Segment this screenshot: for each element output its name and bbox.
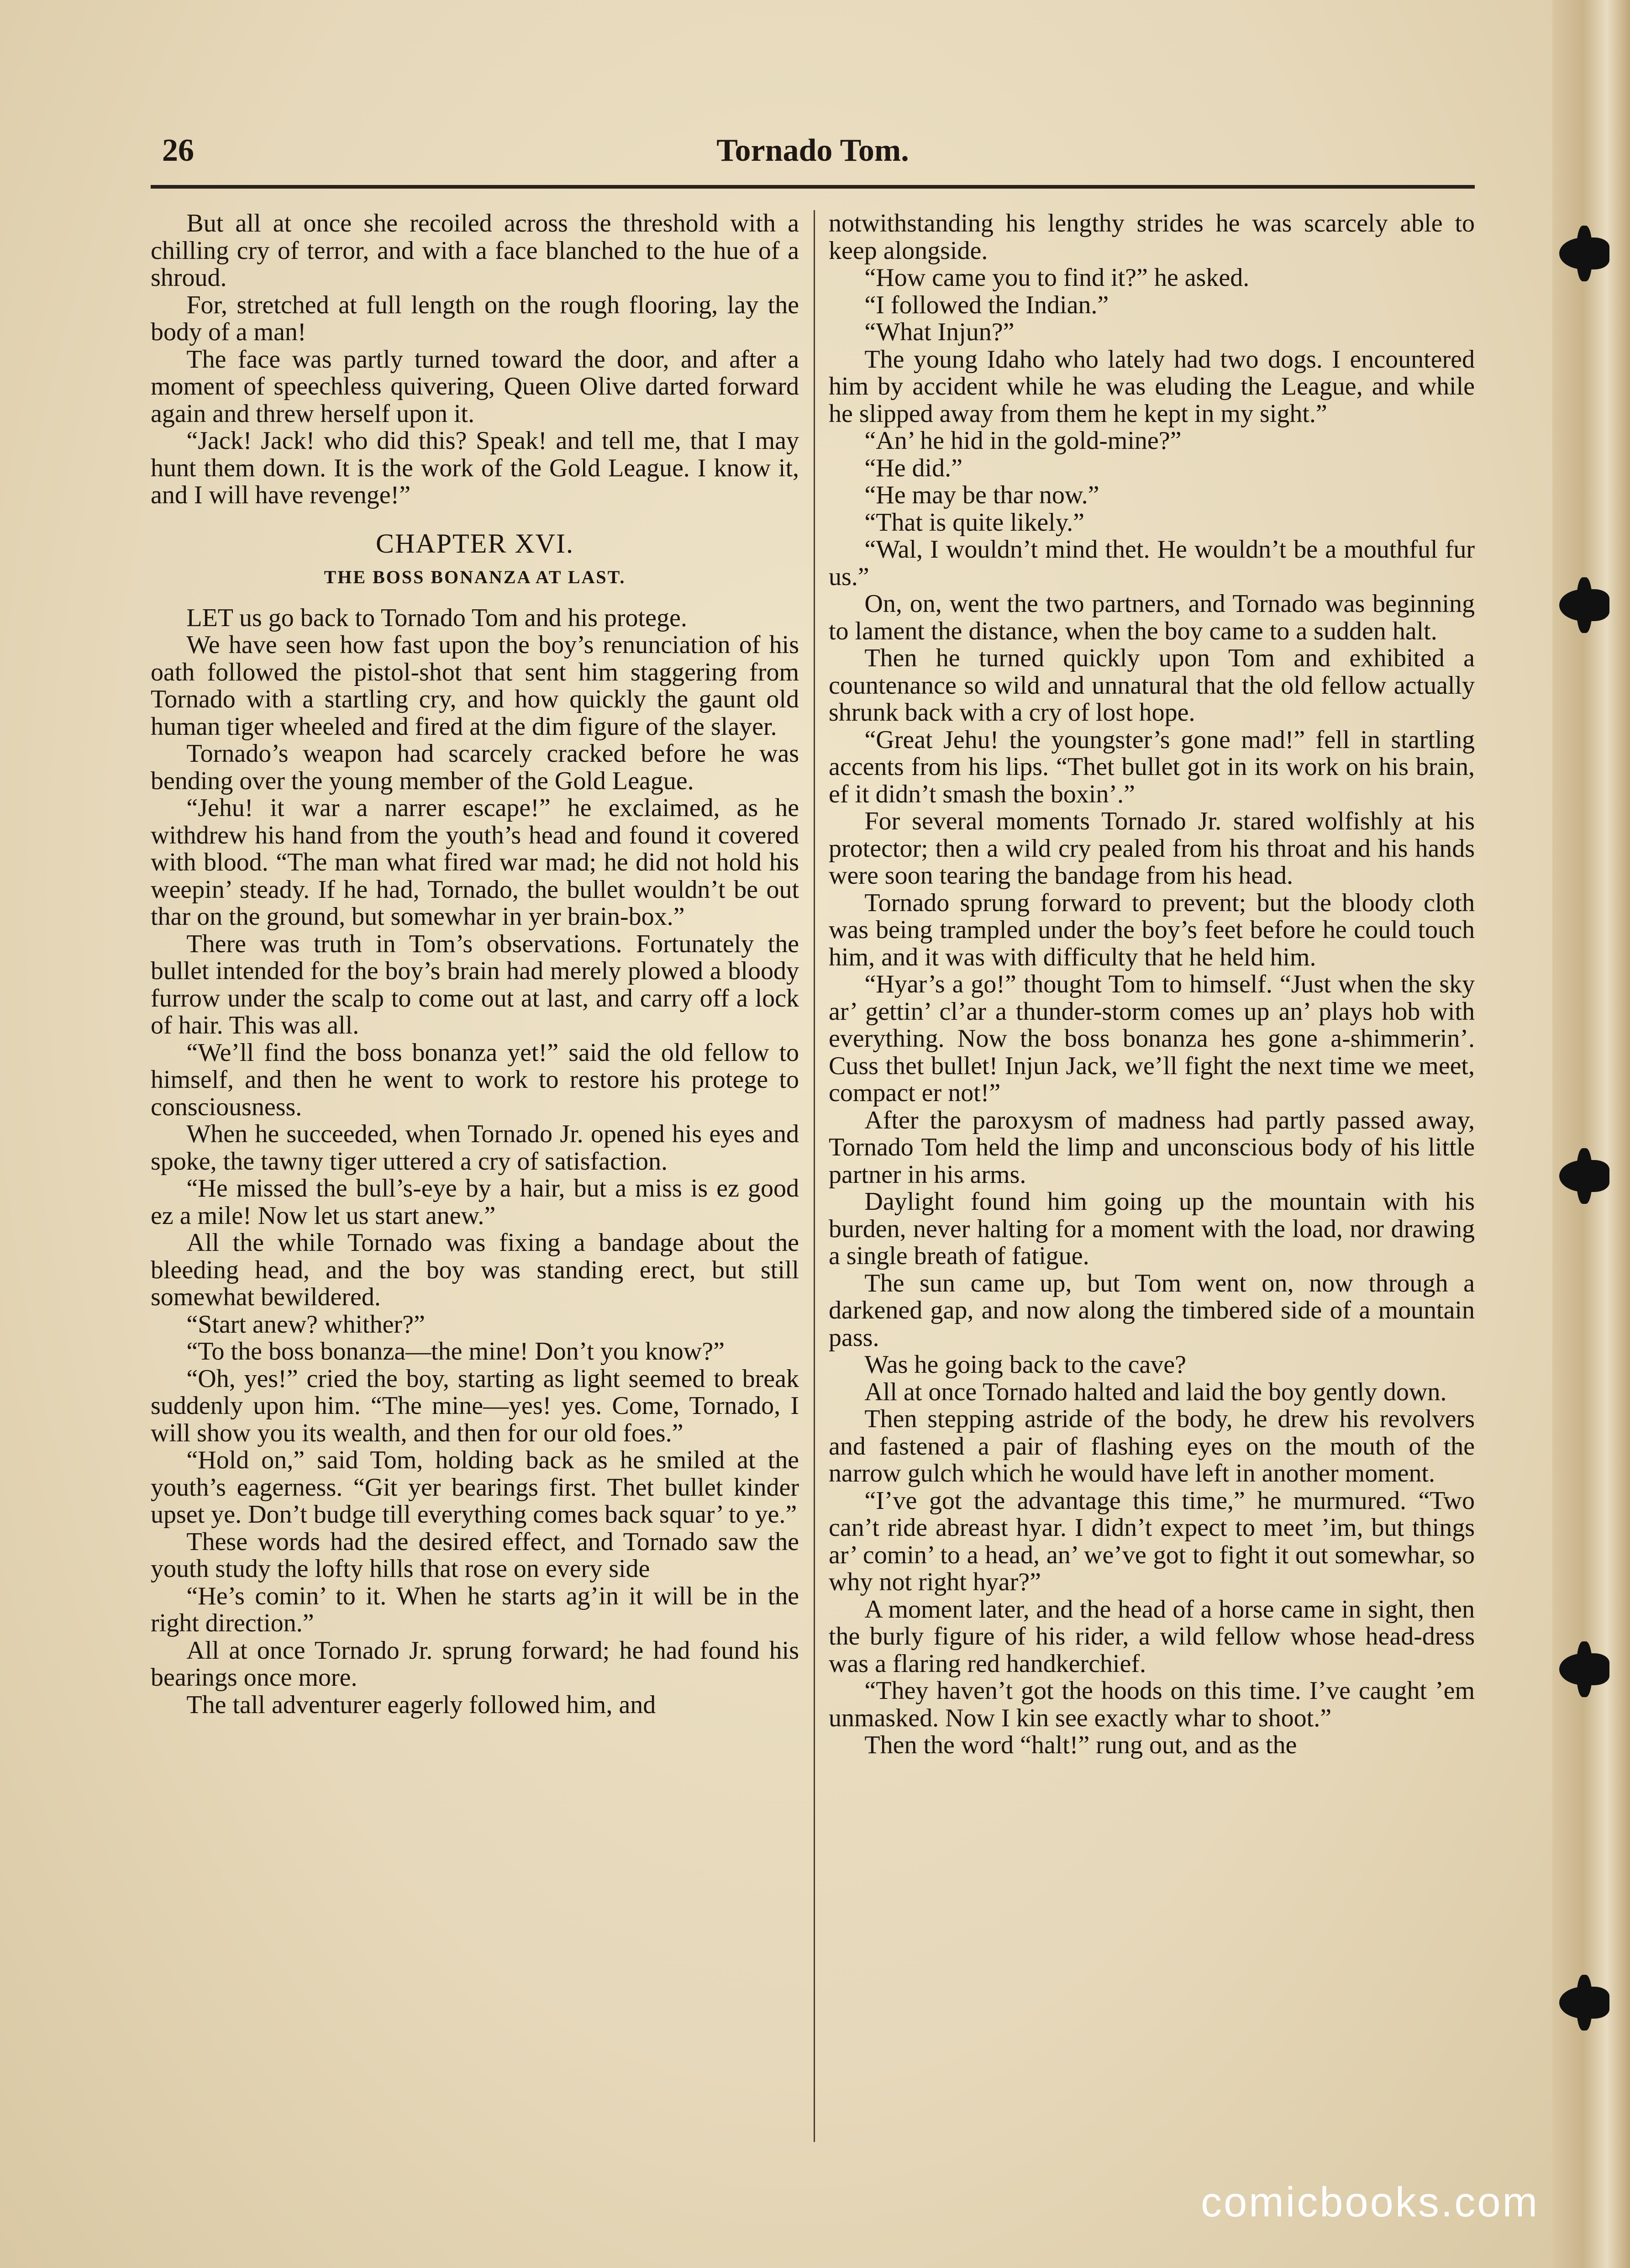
paragraph: Then he turned quickly upon Tom and exhibited a countenance so wild and unnatural that the old fellow actually shrunk back with a cry of lost hope. — [829, 644, 1475, 727]
paragraph: Was he going back to the cave? — [864, 1350, 1186, 1379]
paragraph: “He missed the bull’s-eye by a hair, but a miss is ez good ez a mile! Now let us start anew.” — [151, 1174, 799, 1230]
paragraph: The tall adventurer eagerly followed him, and — [186, 1690, 656, 1719]
paragraph: “Great Jehu! the youngster’s gone mad!” fell in startling accents from his lips. “Thet bullet got in its work on his brain, ef it didn’t smash the boxin’.” — [829, 725, 1475, 808]
paragraph: “Wal, I wouldn’t mind thet. He wouldn’t be a mouthful fur us.” — [829, 535, 1475, 591]
paragraph: “How came you to find it?” he asked. — [864, 264, 1250, 292]
paragraph: “Hold on,” said Tom, holding back as he smiled at the youth’s eagerness. “Git yer bearings first. Thet bullet kinder upset ye. Don’t budge till everything comes back squar’ to ye.” — [151, 1446, 799, 1529]
running-title: Tornado Tom. — [716, 133, 909, 168]
paragraph: Then stepping astride of the body, he drew his revolvers and fastened a pair of flashing eyes on the mouth of the narrow gulch which he would have left in another moment. — [829, 1405, 1475, 1487]
paragraph: “We’ll find the boss bonanza yet!” said the old fellow to himself, and then he went to work to restore his protege to consciousness. — [151, 1038, 799, 1121]
watermark: comicbooks.com — [1201, 2179, 1540, 2226]
paragraph: “He may be thar now.” — [864, 481, 1099, 509]
staple-hole — [1559, 237, 1609, 269]
paragraph: The young Idaho who lately had two dogs. I encountered him by accident while he was eluding the League, and while he slipped away from them he kept in my sight.” — [829, 345, 1475, 428]
staple-hole — [1559, 1653, 1609, 1685]
paragraph: A moment later, and the head of a horse came in sight, then the burly figure of his rider, a wild fellow whose head-dress was a flaring red handkerchief. — [829, 1595, 1475, 1678]
paragraph: Tornado sprung forward to prevent; but the bloody cloth was being trampled under the boy’s feet before he could touch him, and it was with difficulty that he held him. — [829, 888, 1475, 971]
paragraph: For, stretched at full length on the rough flooring, lay the body of a man! — [151, 290, 799, 346]
staple-hole — [1559, 1160, 1609, 1192]
paragraph: “Hyar’s a go!” thought Tom to himself. “Just when the sky ar’ gettin’ cl’ar a thunder-storm comes up an’ plays hob with everything. Now the boss bonanza hes gone a-shimmerin’. Cuss thet bullet! Injun Jack, we’ll fight the next time we meet, compact er not!” — [829, 970, 1475, 1107]
paragraph: “He’s comin’ to it. When he starts ag’in it will be in the right direction.” — [151, 1582, 799, 1637]
paragraph: “He did.” — [864, 454, 962, 482]
paragraph: Daylight found him going up the mountain with his burden, never halting for a moment with the load, nor drawing a single breath of fatigue. — [829, 1187, 1475, 1270]
left-paragraphs-before — [151, 210, 799, 509]
page-header — [151, 132, 1475, 187]
paragraph: For several moments Tornado Jr. stared wolfishly at his protector; then a wild cry pealed from his throat and his hands were soon tearing the bandage from his head. — [829, 807, 1475, 890]
column-divider — [814, 210, 815, 2142]
chapter-title: CHAPTER XVI. — [375, 528, 574, 559]
paragraph: “Jack! Jack! who did this? Speak! and tell me, that I may hunt them down. It is the work of the Gold League. I know it, and I will have revenge!” — [151, 427, 799, 509]
left-paragraphs-after — [151, 605, 799, 1719]
paragraph: “What Injun?” — [864, 318, 1015, 346]
paragraph: When he succeeded, when Tornado Jr. opened his eyes and spoke, the tawny tiger uttered a cry of satisfaction. — [151, 1120, 799, 1176]
paragraph: “I’ve got the advantage this time,” he murmured. “Two can’t ride abreast hyar. I didn’t expect to meet ’im, but things ar’ comin’ to a head, an’ we’ve got to fight it out somewhar, so why not right hyar?” — [829, 1486, 1475, 1596]
paragraph: We have seen how fast upon the boy’s renunciation of his oath followed the pistol-shot that sent him staggering from Tornado with a startling cry, and how quickly the gaunt old human tiger wheeled and fired at the dim figure of the slayer. — [151, 631, 799, 741]
paragraph: “I followed the Indian.” — [864, 290, 1109, 319]
paragraph: notwithstanding his lengthy strides he was scarcely able to keep alongside. — [829, 209, 1475, 265]
paragraph: But all at once she recoiled across the threshold with a chilling cry of terror, and with a face blanched to the hue of a shroud. — [151, 209, 799, 292]
paragraph: Then the word “halt!” rung out, and as the — [864, 1731, 1297, 1759]
staple-hole — [1559, 1987, 1609, 2019]
paragraph: The face was partly turned toward the door, and after a moment of speechless quivering, Queen Olive darted forward again and threw herself upon it. — [151, 345, 799, 428]
paragraph: All the while Tornado was fixing a bandage about the bleeding head, and the boy was standing erect, but still somewhat bewildered. — [151, 1229, 799, 1311]
paragraph: The sun came up, but Tom went on, now through a darkened gap, and now along the timbered side of a mountain pass. — [829, 1269, 1475, 1352]
paragraph: Tornado’s weapon had scarcely cracked before he was bending over the young member of the Gold League. — [151, 739, 799, 795]
right-paragraphs — [829, 210, 1475, 1759]
staple-hole — [1559, 589, 1609, 621]
paragraph: “An’ he hid in the gold-mine?” — [864, 427, 1182, 455]
header-rule — [151, 185, 1475, 189]
paragraph: All at once Tornado Jr. sprung forward; he had found his bearings once more. — [151, 1636, 799, 1692]
paragraph: LET us go back to Tornado Tom and his protege. — [186, 603, 687, 632]
paragraph: “Oh, yes!” cried the boy, starting as light seemed to break suddenly upon him. “The mine—yes! yes. Come, Tornado, I will show you its wealth, and then for our old foes.” — [151, 1364, 799, 1447]
right-column — [829, 210, 1475, 2142]
paragraph: On, on, went the two partners, and Tornado was beginning to lament the distance, when the boy came to a sudden halt. — [829, 590, 1475, 645]
paragraph: “They haven’t got the hoods on this time. I’ve caught ’em unmasked. Now I kin see exactly whar to shoot.” — [829, 1677, 1475, 1732]
page-spine — [1552, 0, 1630, 2268]
paragraph: “To the boss bonanza—the mine! Don’t you know?” — [186, 1337, 725, 1366]
paragraph: “Start anew? whither?” — [186, 1310, 425, 1339]
left-column — [151, 210, 799, 2142]
paragraph: “Jehu! it war a narrer escape!” he exclaimed, as he withdrew his hand from the youth’s head and found it covered with blood. “The man what fired war mad; he did not hold his weepin’ steady. If he had, Tornado, the bullet wouldn’t be out thar on the ground, but somewhar in yer brain-box.” — [151, 794, 799, 931]
paragraph: There was truth in Tom’s observations. Fortunately the bullet intended for the boy’s brain had merely plowed a bloody furrow under the scalp to come out at last, and carry off a lock of hair. This was all. — [151, 929, 799, 1039]
page-number: 26 — [162, 133, 194, 168]
paragraph: All at once Tornado halted and laid the boy gently down. — [864, 1377, 1447, 1406]
paragraph: After the paroxysm of madness had partly passed away, Tornado Tom held the limp and unconscious body of his little partner in his arms. — [829, 1106, 1475, 1189]
paragraph: “That is quite likely.” — [864, 508, 1084, 537]
chapter-subtitle: THE BOSS BONANZA AT LAST. — [324, 567, 626, 587]
paragraph: These words had the desired effect, and Tornado saw the youth study the lofty hills that rose on every side — [151, 1527, 799, 1583]
